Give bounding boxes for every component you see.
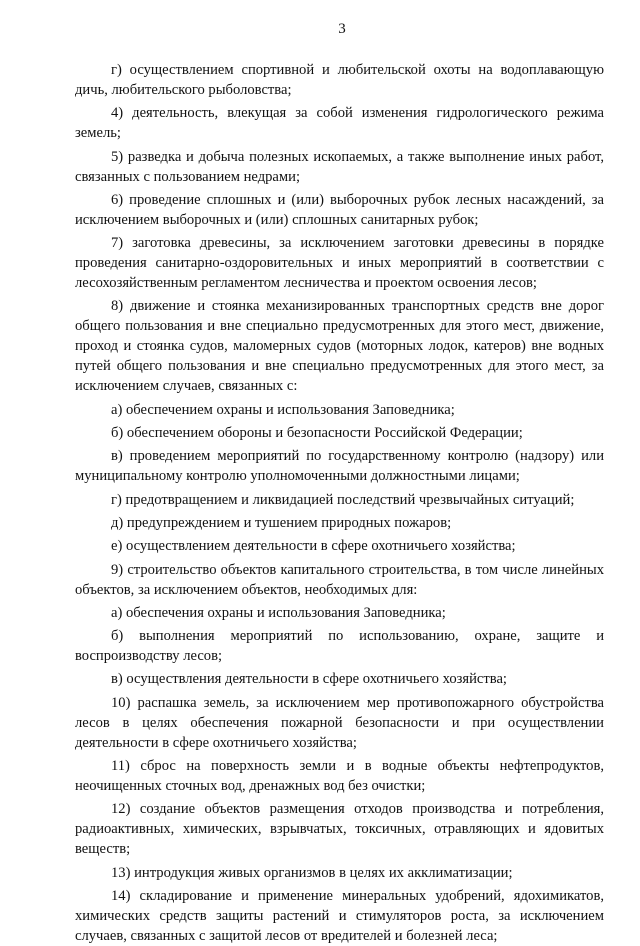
paragraph: 13) интродукция живых организмов в целях их акклиматизации;: [111, 864, 513, 881]
paragraph: 10) распашка земель, за исключением мер противопожарного обустройства лесов в целях обеспечения пожарной безопасности и при осуществлении деятельности в сфере охотничьего хозяйства;: [75, 694, 604, 751]
paragraph: 11) сброс на поверхность земли и в водные объекты нефтепродуктов, неочищенных сточных вод, дренажных вод без очистки;: [75, 758, 604, 795]
paragraph: в) осуществления деятельности в сфере охотничьего хозяйства;: [111, 671, 507, 688]
paragraph: е) осуществлением деятельности в сфере охотничьего хозяйства;: [111, 538, 516, 555]
page-number: 3: [338, 21, 346, 37]
paragraph: д) предупреждением и тушением природных пожаров;: [111, 514, 452, 531]
paragraph: в) проведением мероприятий по государственному контролю (надзору) или муниципальному контролю уполномоченными должностными лицами;: [75, 448, 604, 485]
paragraph: г) осуществлением спортивной и любительской охоты на водоплавающую дичь, любительского рыболовства;: [75, 62, 604, 98]
paragraph: 12) создание объектов размещения отходов производства и потребления, радиоактивных, химических, взрывчатых, токсичных, отравляющих и ядовитых веществ;: [75, 801, 604, 858]
paragraph: а) обеспечением охраны и использования Заповедника;: [111, 401, 455, 418]
paragraph: 4) деятельность, влекущая за собой изменения гидрологического режима земель;: [75, 105, 604, 142]
paragraph: б) выполнения мероприятий по использованию, охране, защите и воспроизводству лесов;: [75, 628, 604, 665]
paragraph: 9) строительство объектов капитального строительства, в том числе линейных объектов, за исключением объектов, необходимых для:: [75, 561, 604, 598]
document-body: [75, 60, 604, 946]
paragraph: б) обеспечением обороны и безопасности Российской Федерации;: [111, 425, 523, 442]
paragraph: 5) разведка и добыча полезных ископаемых, а также выполнение иных работ, связанных с пользованием недрами;: [75, 148, 604, 185]
paragraph: г) предотвращением и ликвидацией последствий чрезвычайных ситуаций;: [111, 491, 575, 508]
paragraph: 7) заготовка древесины, за исключением заготовки древесины в порядке проведения санитарно-оздоровительных и иных мероприятий в соответствии с лесохозяйственным регламентом лесничества и проектом освоения лесов;: [75, 235, 604, 292]
paragraph: 6) проведение сплошных и (или) выборочных рубок лесных насаждений, за исключением выборочных и (или) сплошных санитарных рубок;: [75, 191, 604, 228]
paragraph: 8) движение и стоянка механизированных транспортных средств вне дорог общего пользования и вне специально предусмотренных для этого мест, движение, проход и стоянка судов, маломерных судов (моторных лодок, катеров) вне водных путей общего пользования и вне специально предусмотренных для этого мест, за исключением случаев, связанных с:: [75, 298, 604, 395]
paragraph: 14) складирование и применение минеральных удобрений, ядохимикатов, химических средств защиты растений и стимуляторов роста, за исключением случаев, связанных с защитой лесов от вредителей и болезней леса;: [75, 887, 604, 944]
paragraph: а) обеспечения охраны и использования Заповедника;: [111, 604, 446, 621]
